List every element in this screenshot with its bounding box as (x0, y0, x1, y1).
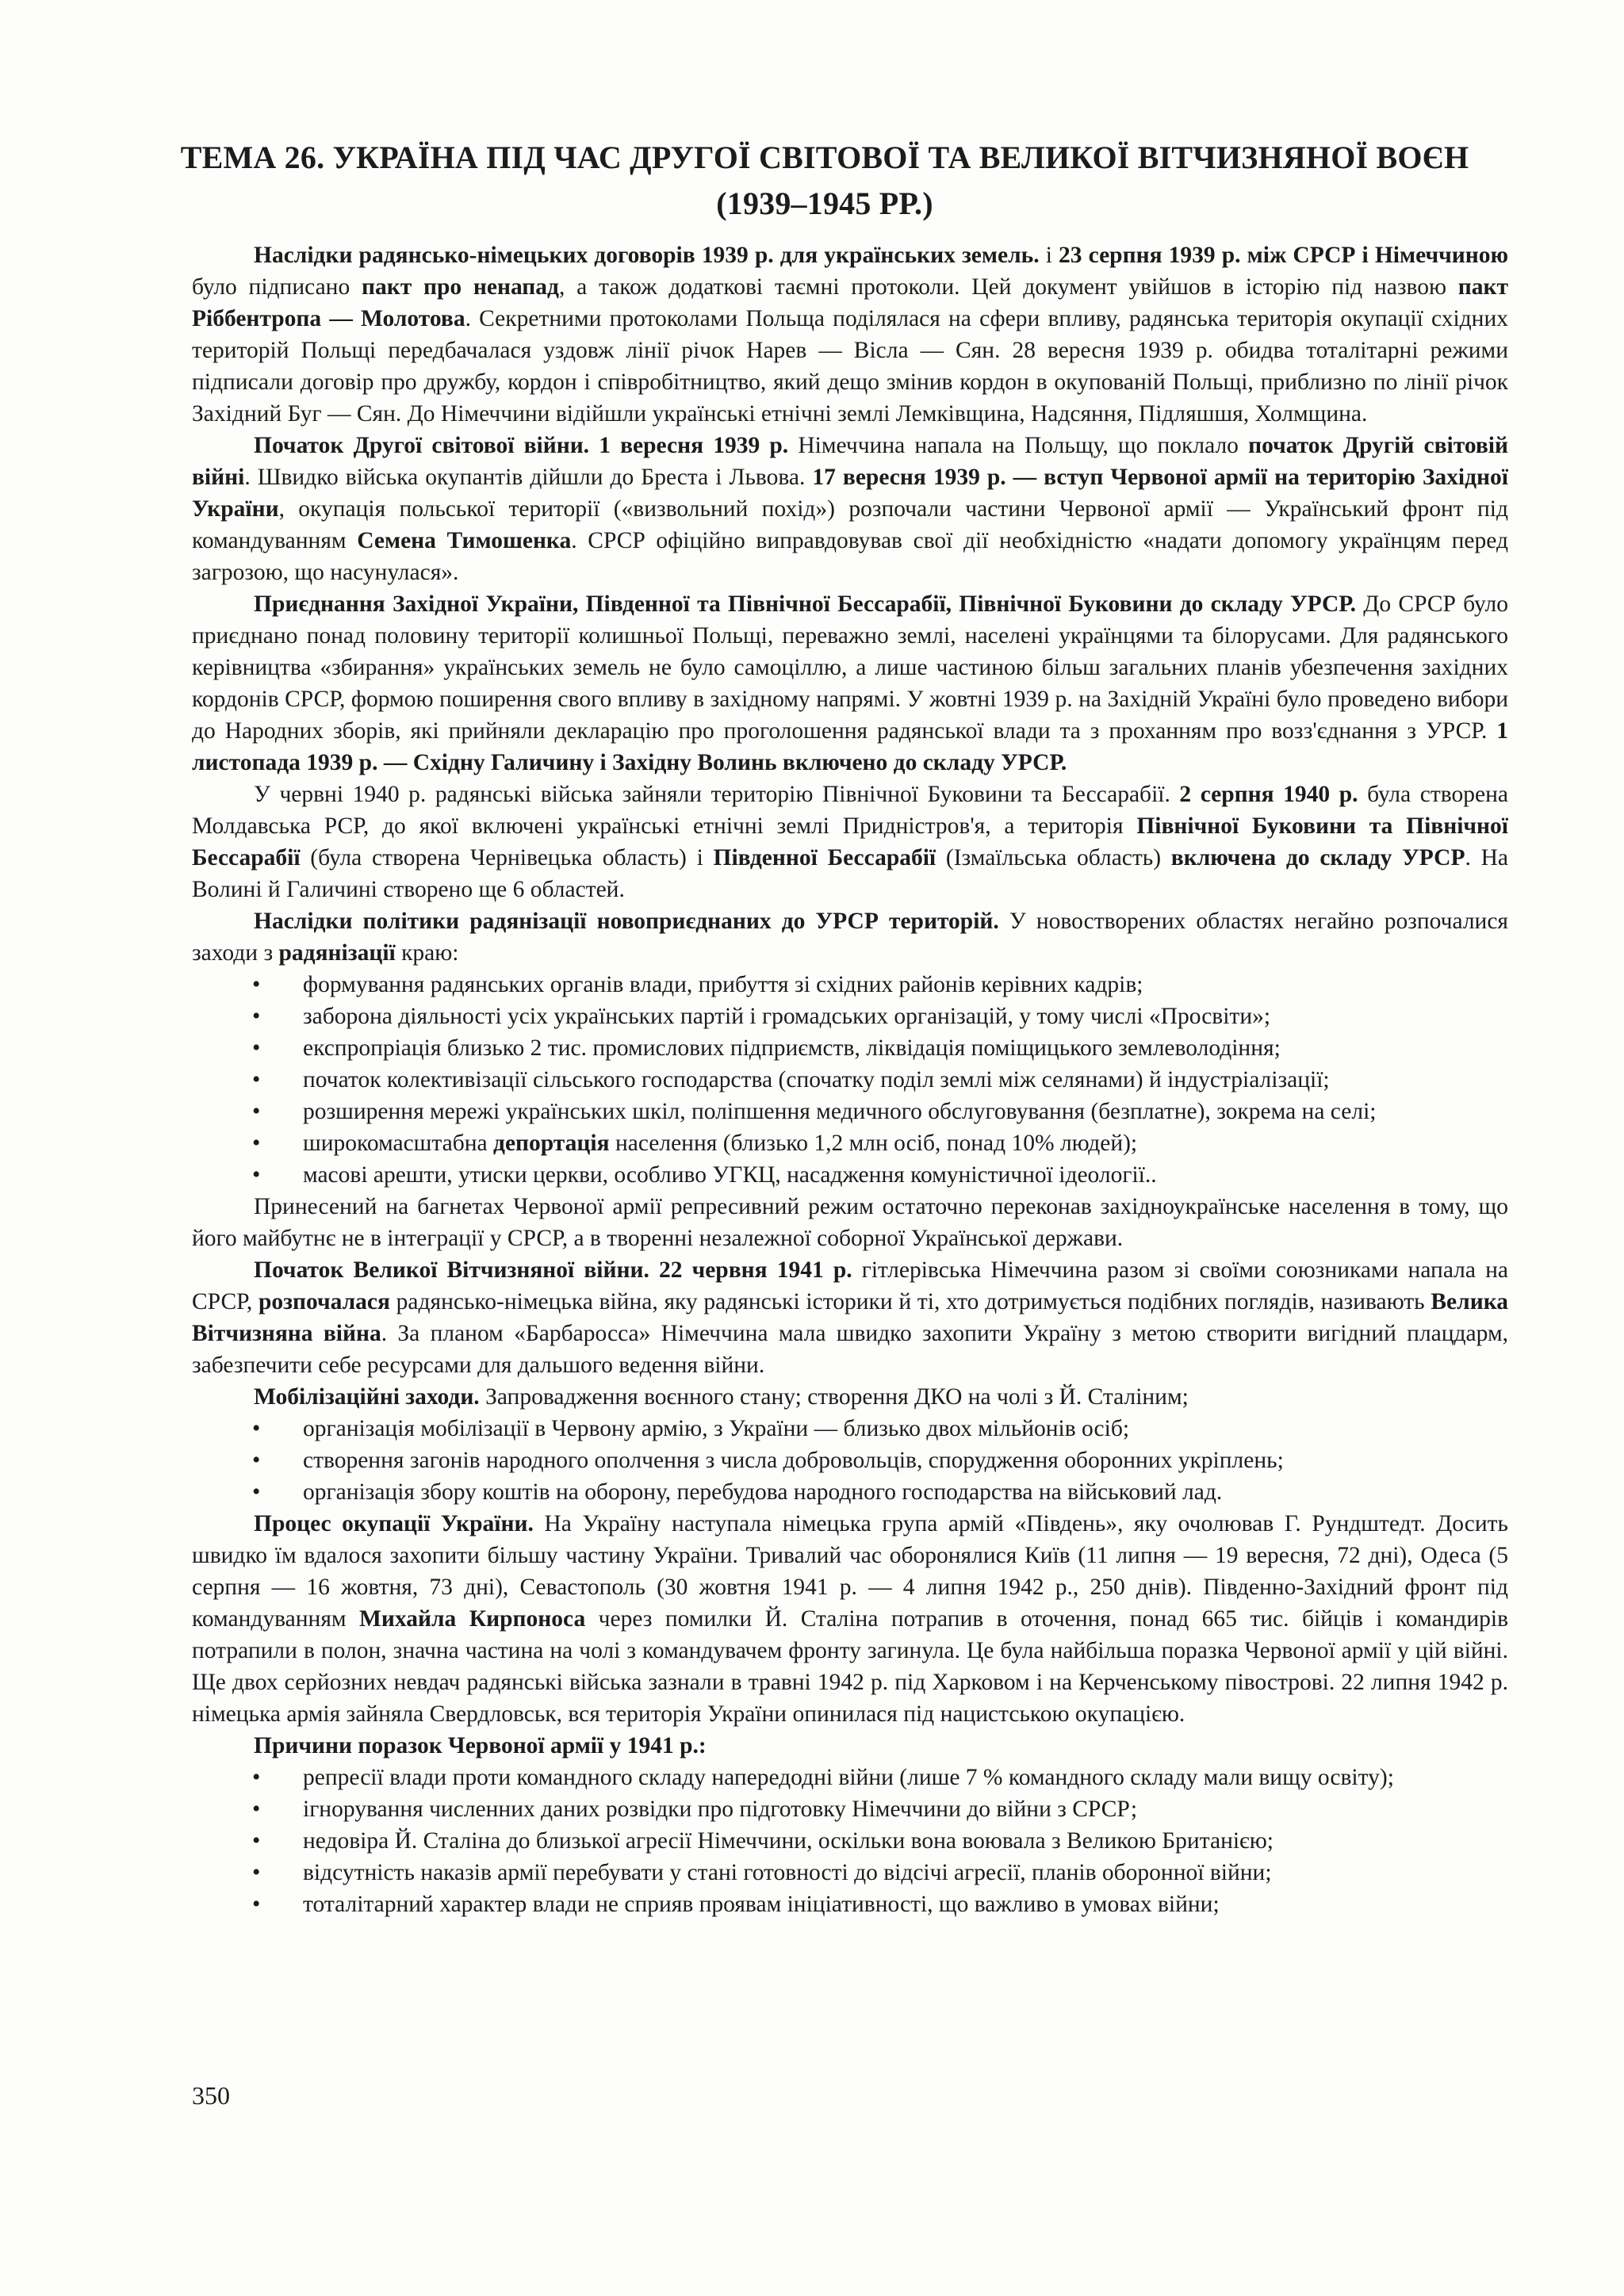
bold-text: Причини поразок Червоної армії у 1941 р.: (254, 1733, 707, 1758)
text: . За планом «Барбаросса» Німеччина мала швидко захопити Україну з метою створити вигідний плацдарм, забезпечити себе ресурсами для дальшого ведення війни. (192, 1321, 1508, 1378)
paragraph-mobilization (192, 1381, 1508, 1413)
paragraph-great-patriotic-war (192, 1254, 1508, 1381)
text: Запровадження воєнного стану; створення ДКО на чолі з Й. Сталіним; (479, 1384, 1189, 1410)
bold-text: пакт про ненапад (361, 274, 559, 300)
list-item-text: організація збору коштів на оборону, перебудова народного господарства на військовий лад. (303, 1479, 1223, 1505)
bold-text: Північної Буковини та Північної Бессарабії (192, 813, 1508, 871)
text: У червні 1940 р. радянські війська зайняли територію Північної Буковини та Бессарабії. (254, 782, 1180, 807)
list-item (192, 969, 1508, 1001)
list-item (192, 1888, 1508, 1920)
list-item-text: експропріація близько 2 тис. промислових підприємств, ліквідація поміщицького землеволодіння; (303, 1035, 1281, 1061)
page-title (151, 135, 1499, 227)
paragraph-occupation (192, 1508, 1508, 1730)
paragraph-sovietization (192, 905, 1508, 969)
paragraph-bessarabia (192, 779, 1508, 905)
bold-text: Михайла Кирпоноса (359, 1606, 586, 1632)
bullet-icon: • (252, 1860, 261, 1885)
bold-text: Початок Другої світової війни. 1 вересня 1939 р. (254, 433, 789, 458)
bold-text: Приєднання Західної України, Південної та Північної Бессарабії, Північної Буковини до складу УРСР. (254, 591, 1356, 617)
bold-text: Процес окупації України. (254, 1511, 534, 1536)
text: (була створена Чернівецька область) і (300, 845, 714, 871)
text: була створена Молдавська РСР, до якої включені українські етнічні землі Придністров'я, а територія (192, 782, 1508, 839)
bold-text: Наслідки політики радянізації новоприєднаних до УРСР територій. (254, 909, 999, 934)
bullet-icon: • (252, 1765, 261, 1790)
text: широкомасштабна (303, 1131, 494, 1156)
list-item (192, 1032, 1508, 1064)
list-item-text: репресії влади проти командного складу напередодні війни (лише 7 % командного складу мали вищу освіту); (303, 1765, 1394, 1790)
bullet-icon: • (252, 1828, 261, 1854)
text: До СРСР було приєднано понад половину території колишньої Польщі, переважно землі, населені українцями та білорусами. Для радянського керівництва «збирання» українських земель не було самоціллю, а лише частиною більш загальних планів убезпечення західних кордонів СРСР, формою поширення свого впливу в західному напрямі. У жовтні 1939 р. на Західній Україні було проведено вибори до Народних зборів, які прийняли декларацію про проголошення радянської влади та з проханням про возз'єднання з УРСР. (192, 591, 1508, 744)
bullet-icon: • (252, 972, 261, 997)
bullet-icon: • (252, 1892, 261, 1917)
list-item-text: заборона діяльності усіх українських партій і громадських організацій, у тому числі «Просвіти»; (303, 1004, 1271, 1029)
bullet-icon: • (252, 1067, 261, 1093)
page-number: 350 (192, 2081, 230, 2110)
text: На Україну наступала німецька група армій «Південь», яку очолював Г. Рундштедт. Досить швидко їм вдалося захопити більшу частину України. Тривалий час оборонялися Київ (11 липня — 19 вересня, 72 дні), Одеса (5 серпня — 16 жовтня, 73 дні), Севастополь (30 жовтня 1941 р. — 4 липня 1942 р., 250 днів). Південно-Західний фронт під командуванням (192, 1511, 1509, 1632)
bold-text: депортація (493, 1131, 610, 1156)
main-text (192, 239, 1508, 1920)
list-item (192, 1413, 1508, 1445)
text: . Секретними протоколами Польща поділялася на сфери впливу, радянська територія окупації східних територій Польщі передбачалася уздовж лінії річок Нарев — Вісла — Сян. 28 вересня 1939 р. обидва тоталітарні режими підписали договір про дружбу, кордон і співробітництво, який дещо змінив кордон в окупованій Польщі, приблизно по лінії річок Західний Буг — Сян. До Німеччини відійшли українські етнічні землі Лемківщина, Надсяння, Підляшшя, Холмщина. (192, 306, 1508, 427)
text: . На Волині й Галичині створено ще 6 областей. (192, 845, 1508, 902)
paragraph-repressive-regime: Принесений на багнетах Червоної армії репресивний режим остаточно переконав західноукраїнське населення в тому, що його майбутнє не в інтеграції у СРСР, а в творенні незалежної соборної Української держави. (192, 1194, 1508, 1251)
list-item (192, 1127, 1508, 1159)
list-item-text: початок колективізації сільського господарства (спочатку поділ землі між селянами) й індустріалізації; (303, 1067, 1330, 1093)
text: . СРСР офіційно виправдовував свої дії необхідністю «надати допомогу українцям перед загрозою, що насунулася». (192, 528, 1508, 585)
paragraph-treaties (192, 239, 1508, 430)
bold-text: розпочалася (258, 1289, 390, 1314)
title-line-1: ТЕМА 26. УКРАЇНА ПІД ЧАС ДРУГОЇ СВІТОВОЇ ТА ВЕЛИКОЇ ВІТЧИЗНЯНОЇ ВОЄН (180, 140, 1469, 175)
list-item-text: створення загонів народного ополчення з числа добровольців, спорудження оборонних укріплень; (303, 1448, 1284, 1473)
list-item-text: відсутність наказів армії перебувати у стані готовності до відсічі агресії, планів оборонної війни; (303, 1860, 1272, 1885)
bold-text: Наслідки радянсько-німецьких договорів 1939 р. для українських земель. (254, 243, 1040, 268)
text: гітлерівська Німеччина разом зі своїми союзниками напала на СРСР, (192, 1257, 1508, 1314)
bullet-icon: • (252, 1004, 261, 1029)
bold-text: Початок Великої Вітчизняної війни. 22 червня 1941 р. (254, 1257, 852, 1283)
bold-text: Південної Бессарабії (713, 845, 936, 871)
text: було підписано (192, 274, 362, 300)
text: Німеччина напала на Польщу, що поклало (788, 433, 1249, 458)
bullet-icon: • (252, 1035, 261, 1061)
text: (Ізмаїльська область) (936, 845, 1171, 871)
text: населення (близько 1,2 млн осіб, понад 10% людей); (609, 1131, 1138, 1156)
text: , а також додаткові таємні протоколи. Цей документ увійшов в історію під назвою (558, 274, 1458, 300)
mobilization-list (192, 1413, 1508, 1508)
title-line-2: (1939–1945 РР.) (716, 186, 933, 221)
text: через помилки Й. Сталіна потрапив в оточення, понад 665 тис. бійців і командирів потрапили в полон, значна частина на чолі з командувачем фронту загинула. Це була найбільша поразка Червоної армії у цій війні. Ще двох серйозних невдач радянські війська зазнали в травні 1942 р. під Харковом і на Керченському півострові. 22 липня 1942 р. німецька армія зайняла Свердловськ, вся територія України опинилася під нацистською окупацією. (192, 1606, 1508, 1727)
bold-text: Велика Вітчизняна війна (192, 1289, 1508, 1346)
bold-text: пакт Ріббентропа — Молотова (192, 274, 1508, 331)
paragraph-annexation (192, 588, 1508, 779)
paragraph-defeat-causes (192, 1730, 1508, 1762)
list-item (192, 1857, 1508, 1888)
list-item (192, 1445, 1508, 1476)
text: краю: (395, 940, 459, 966)
list-item-text: формування радянських органів влади, прибуття зі східних районів керівних кадрів; (303, 972, 1143, 997)
sovietization-list (192, 969, 1508, 1191)
bullet-icon: • (252, 1479, 261, 1505)
list-item-text: масові арешти, утиски церкви, особливо УГКЦ, насадження комуністичної ідеології.. (303, 1162, 1157, 1188)
bold-text: 2 серпня 1940 р. (1179, 782, 1358, 807)
text: , окупація польської території («визвольний похід») розпочали частини Червоної армії — Український фронт під командуванням (192, 496, 1508, 553)
bullet-icon: • (252, 1416, 261, 1441)
list-item (192, 1096, 1508, 1127)
list-item-text: тоталітарний характер влади не сприяв проявам ініціативності, що важливо в умовах війни; (303, 1892, 1220, 1917)
bullet-icon: • (252, 1131, 261, 1156)
bullet-icon: • (252, 1099, 261, 1124)
text: радянсько-німецька війна, яку радянські історики й ті, хто дотримується подібних поглядів, називають (389, 1289, 1431, 1314)
list-item (192, 1825, 1508, 1857)
list-item (192, 1762, 1508, 1793)
bold-text: Семена Тимошенка (357, 528, 572, 553)
bold-text: початок Другій світовій війні (192, 433, 1508, 490)
list-item-text: ігнорування численних даних розвідки про підготовку Німеччини до війни з СРСР; (303, 1797, 1138, 1822)
text: . Швидко війська окупантів дійшли до Бреста і Львова. (244, 465, 813, 490)
bullet-icon: • (252, 1448, 261, 1473)
paragraph-war-start (192, 430, 1508, 588)
list-item-text: розширення мережі українських шкіл, поліпшення медичного обслуговування (безплатне), зокрема на селі; (303, 1099, 1377, 1124)
list-item (192, 1064, 1508, 1096)
defeat-causes-list (192, 1762, 1508, 1920)
list-item-text: організація мобілізації в Червону армію, з України — близько двох мільйонів осіб; (303, 1416, 1130, 1441)
list-item-text: недовіра Й. Сталіна до близької агресії Німеччини, оскільки вона воювала з Великою Британією; (303, 1828, 1274, 1854)
list-item (192, 1159, 1508, 1191)
bold-text: 1 листопада 1939 р. — Східну Галичину і Західну Волинь включено до складу УРСР. (192, 718, 1508, 775)
bullet-icon: • (252, 1162, 261, 1188)
bold-text: 17 вересня 1939 р. — вступ Червоної армії на територію Західної України (192, 465, 1508, 522)
bold-text: 23 серпня 1939 р. між СРСР і Німеччиною (1059, 243, 1509, 268)
text: У новостворених областях негайно розпочалися заходи з (192, 909, 1508, 966)
bold-text: включена до складу УРСР (1170, 845, 1465, 871)
bold-text: радянізації (278, 940, 396, 966)
bullet-icon: • (252, 1797, 261, 1822)
list-item (192, 1001, 1508, 1032)
list-item (192, 1793, 1508, 1825)
bold-text: Мобілізаційні заходи. (254, 1384, 480, 1410)
list-item (192, 1476, 1508, 1508)
text: і (1039, 243, 1059, 268)
